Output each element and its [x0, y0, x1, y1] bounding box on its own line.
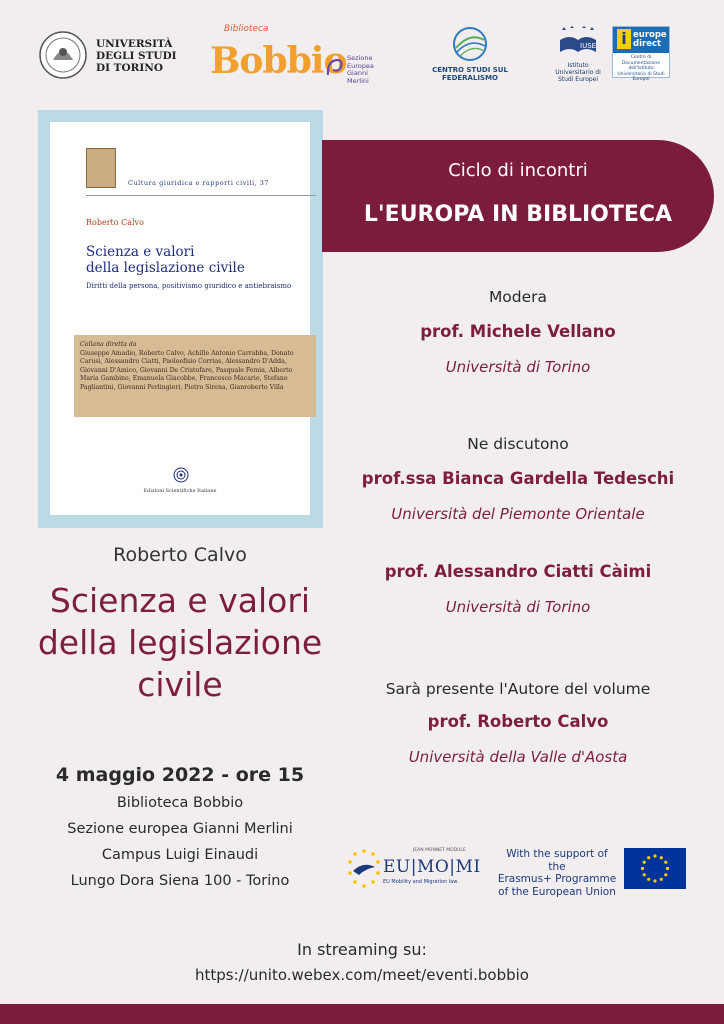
- europe-direct-word: [633, 31, 667, 49]
- book-stars-icon: [558, 26, 598, 60]
- unito-logo: [38, 30, 188, 86]
- streaming-label: In streaming su:: [297, 940, 427, 959]
- discussant-affiliation: Università di Torino: [445, 598, 591, 616]
- iuse-logo: [548, 26, 608, 82]
- book-cover: [50, 122, 310, 515]
- sezione-line: Europea: [347, 61, 374, 70]
- ed-word2: direct: [633, 39, 662, 49]
- sezione-line: Gianni: [347, 69, 368, 77]
- book-title-line: civile: [137, 665, 223, 704]
- ed-word1: europe: [633, 30, 667, 40]
- banner-title: L'EUROPA IN BIBLIOTECA: [363, 202, 673, 227]
- europe-direct-banner: [613, 27, 669, 53]
- venue-line: Biblioteca Bobbio: [116, 795, 244, 811]
- bobbio-word: Bobbio: [210, 40, 347, 82]
- cover-series: Cultura giuridica e rapporti civili, 37: [128, 179, 270, 187]
- europe-direct-sub: Centro di Documentazione dell'Istituto Universitario di Studi Europei: [617, 55, 665, 82]
- venue-line: Campus Luigi Einaudi: [101, 847, 259, 863]
- streaming-link[interactable]: https://unito.webex.com/meet/eventi.bobbio: [195, 966, 529, 984]
- discussant-name: prof. Alessandro Ciatti Càimi: [384, 562, 652, 581]
- cover-editors-band: [74, 335, 316, 417]
- venue-line: Lungo Dora Siena 100 - Torino: [70, 873, 290, 889]
- info-icon: i: [617, 29, 631, 49]
- cover-artwork: [86, 148, 116, 188]
- eumomi-sub: EU Mobility and Migration law: [383, 879, 458, 885]
- moderator-label: Modera: [488, 288, 548, 306]
- centro-studi-federalismo-logo: [410, 26, 530, 86]
- cover-title: [86, 244, 316, 276]
- cover-publisher: Edizioni Scientifiche Italiane: [143, 488, 217, 494]
- swirl-icon: [325, 57, 345, 79]
- sezione-europea-logo: [325, 55, 385, 85]
- author-present-affiliation: Università della Valle d'Aosta: [408, 748, 628, 766]
- erasmus-line: of the European Union: [498, 885, 616, 898]
- csf-name: CENTRO STUDI SUL FEDERALISMO: [432, 66, 508, 82]
- sezione-line: Sezione: [347, 54, 373, 62]
- editors-list: Giuseppe Amadio, Roberto Calvo, Achille Antonio Carrabba, Donato Carusi, Alessandro Ciatti, Paoloefisio Corrias, Alessandro D'Adda, Giovanni D'Amico, Giovanni De Cristofaro, Pasquale Femia, Alberto Maria Gambino, Emanuela Giacobbe, Francesco Macario, Stefano Pagliantini, Giovanni Perlingieri, Pietro Sirena, Gianroberto Villa: [80, 349, 294, 391]
- cover-editors: [80, 341, 312, 393]
- sezione-text: [347, 55, 374, 85]
- banner-subtitle: Ciclo di incontri: [448, 160, 588, 181]
- university-seal-icon: [38, 30, 88, 80]
- author-present-label: Sarà presente l'Autore del volume: [385, 680, 651, 698]
- globe-icon: [452, 26, 488, 62]
- unito-line: DI TORINO: [96, 62, 164, 74]
- venue-line: Sezione europea Gianni Merlini: [67, 821, 293, 837]
- unito-line: DEGLI STUDI: [96, 50, 177, 62]
- footer-bar: [0, 1004, 724, 1024]
- erasmus-support-text: [497, 848, 617, 898]
- iuse-acronym: IUSE: [580, 42, 597, 50]
- book-title-line: della legislazione: [37, 623, 323, 662]
- book-title: [20, 580, 340, 706]
- cover-subtitle: Diritti della persona, positivismo giuridico e antiebraismo: [86, 282, 292, 290]
- iuse-label: Istituto Universitario di Studi Europei: [555, 62, 601, 83]
- biblioteca-bobbio-logo: [210, 18, 347, 88]
- editors-heading: Collana diretta da: [80, 341, 137, 348]
- moderator-affiliation: Università di Torino: [445, 358, 591, 376]
- discussants-label: Ne discutono: [467, 435, 569, 453]
- cover-title-line: Scienza e valori: [86, 244, 195, 260]
- book-cover-frame: [38, 110, 323, 528]
- eumomi-logo: [345, 845, 480, 893]
- unito-name: [96, 38, 177, 74]
- stars-bird-icon: [345, 847, 383, 891]
- bobbio-small-label: Biblioteca: [224, 24, 269, 34]
- discussant-name: prof.ssa Bianca Gardella Tedeschi: [361, 469, 675, 488]
- book-title-line: Scienza e valori: [49, 581, 311, 620]
- eumomi-title: EU|MO|MI: [383, 857, 481, 877]
- publisher-logo-icon: [173, 467, 189, 483]
- moderator-name: prof. Michele Vellano: [420, 322, 616, 341]
- unito-line: UNIVERSITÀ: [96, 38, 173, 50]
- sezione-line: Merlini: [347, 76, 369, 85]
- erasmus-line: With the support of the: [506, 848, 608, 873]
- author-present-name: prof. Roberto Calvo: [427, 712, 609, 731]
- erasmus-line: Erasmus+ Programme: [497, 873, 617, 885]
- cover-author: Roberto Calvo: [86, 218, 144, 227]
- event-date: 4 maggio 2022 - ore 15: [55, 764, 305, 786]
- eumomi-top: JEAN MONNET MODULE: [413, 848, 466, 853]
- cover-divider: [86, 195, 316, 196]
- eu-flag-icon: [624, 848, 686, 889]
- book-author: Roberto Calvo: [113, 544, 247, 566]
- discussant-affiliation: Università del Piemonte Orientale: [391, 505, 645, 523]
- europe-direct-logo: [612, 26, 670, 82]
- cover-title-line: della legislazione civile: [86, 260, 245, 276]
- series-banner: [322, 140, 714, 252]
